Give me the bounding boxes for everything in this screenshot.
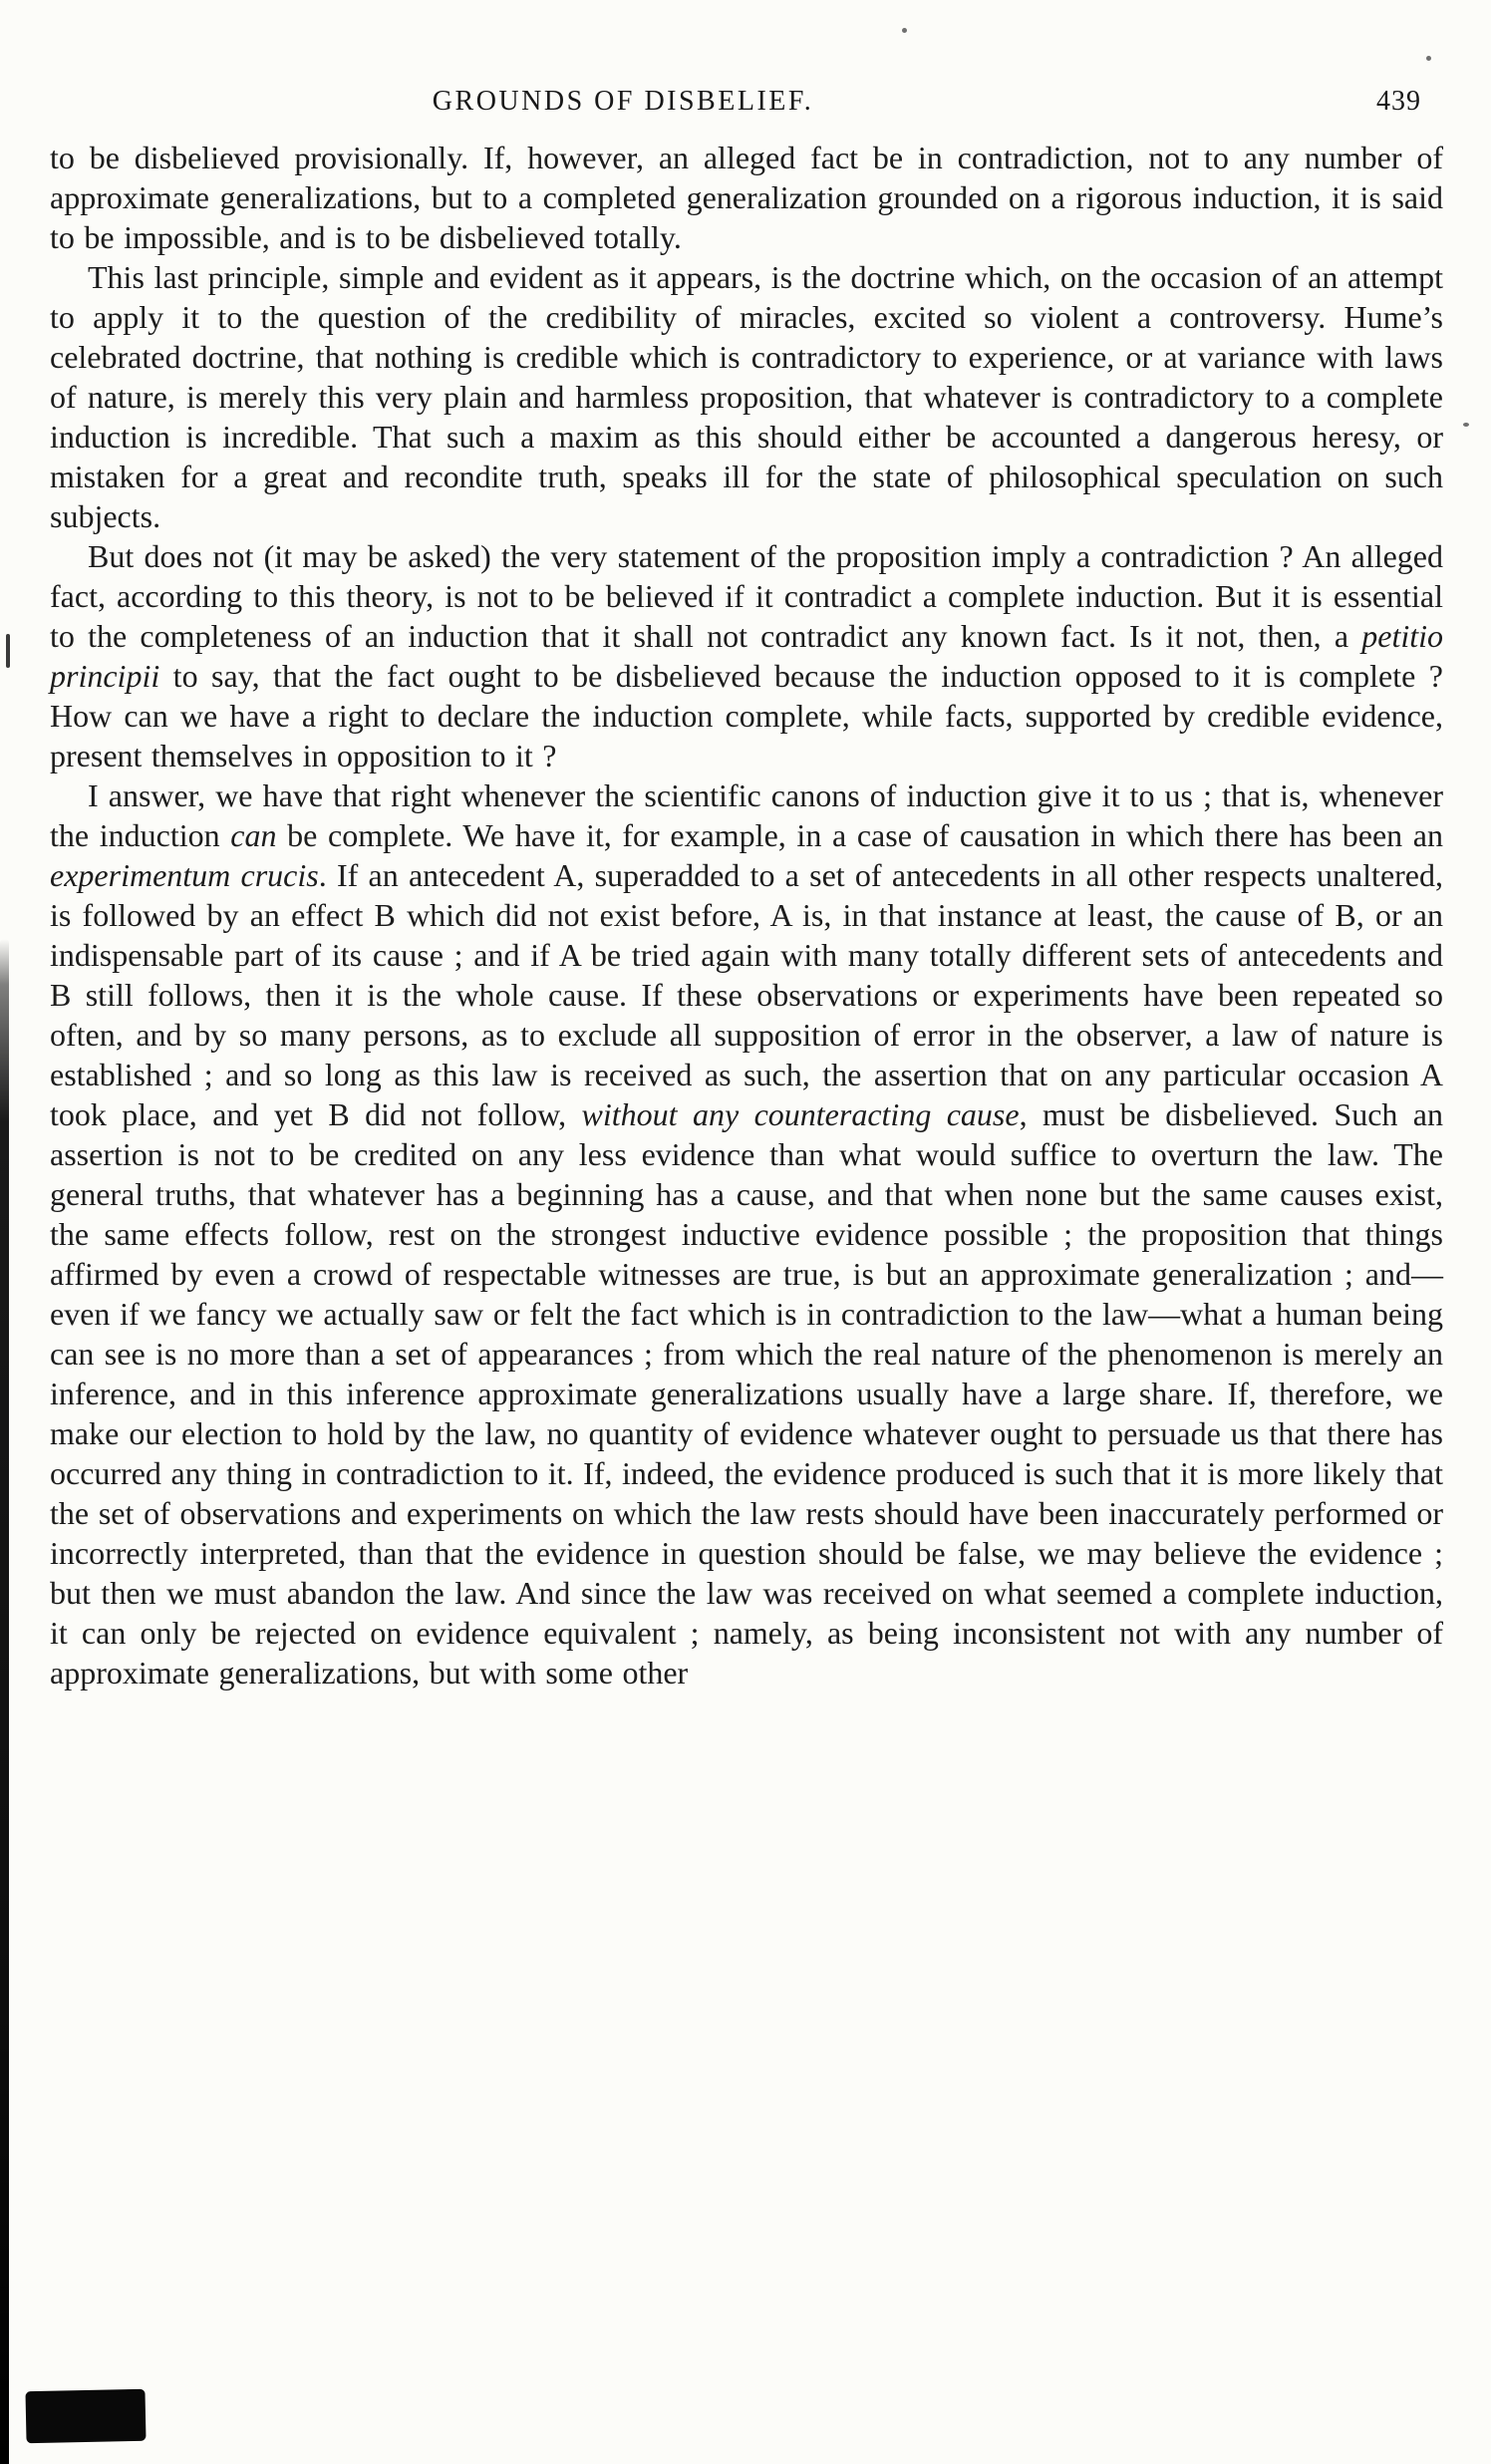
text-segment: This last principle, simple and evident as it appears, is the doctrine which, on the occasion of an attempt to apply it to the question of the credibility of miracles, excited so violent a controversy. Hume’s celebrated doctrine, that nothing is credible which is contradictory to experience, or at variance with laws of nature, is merely this very plain and harmless proposition, that whatever is contradictory to a complete induction is incredible. That such a maxim as this should either be accounted a dangerous heresy, or mistaken for a great and recondite truth, speaks ill for the state of philosophical speculation on such subjects. [50, 259, 1443, 534]
text-segment: to say, that the fact ought to be disbelieved because the induction opposed to it is complete ? How can we have a right to declare the induction complete, while facts, supported by credible evidence, present themselves in opposition to it ? [50, 658, 1443, 773]
page-number: 439 [1376, 86, 1421, 117]
text-segment: . If an antecedent A, superadded to a set of antecedents in all other respects unaltered, is followed by an effect B which did not exist before, A is, in that instance at least, the cause of B, or an indispensable part of its cause ; and if A be tried again with many totally different sets of antecedents and B still follows, then it is the whole cause. If these observations or experiments have been repeated so often, and by so many persons, as to exclude all supposition of error in the observer, a law of nature is established ; and so long as this law is received as such, the assertion that on any particular occasion A took place, and yet B did not follow, [50, 857, 1444, 1132]
text-segment: to be disbelieved provisionally. If, however, an alleged fact be in contradiction, not to any number of approximate generalizations, but to a completed generalization grounded on a rigorous induction, it is said to be impossible, and is to be disbelieved totally. [50, 140, 1443, 255]
page-title: GROUNDS OF DISBELIEF. [432, 86, 814, 117]
text-segment: , must be disbelieved. Such an assertion is not to be credited on any less evidence than what would suffice to overturn the law. The general truths, that whatever has a beginning has a cause, and that when none but the same causes exist, the same effects follow, rest on the strongest inductive evidence possible ; the proposition that things affirmed by even a crowd of respectable witnesses are true, is but an approximate generalization ; and—even if we fancy we actually saw or felt the fact which is in contradiction to the law—what a human being can see is no more than a set of appearances ; from which the real nature of the phenomenon is merely an inference, and in this inference approximate generalizations usually have a large share. If, therefore, we make our election to hold by the law, no quantity of evidence whatever ought to persuade us that there has occurred any thing in contradiction to it. If, indeed, the evidence produced is such that it is more likely that the set of observations and experiments on which the law rests should have been inaccurately performed or incorrectly interpreted, than that the evidence in question should be false, we may believe the evidence ; but then we must abandon the law. And since the law was received on what seemed a complete induction, it can only be rejected on evidence equivalent ; namely, as being inconsistent not with any number of approximate generalizations, but with some other [50, 1096, 1444, 1691]
paragraph [50, 138, 1443, 257]
scan-speck [1426, 56, 1431, 61]
paragraph [50, 775, 1443, 1693]
page-body [50, 138, 1443, 1693]
scan-streak-left-edge [0, 939, 9, 2464]
scan-speck [902, 28, 907, 33]
paragraph [50, 257, 1443, 536]
italic-phrase: petitio principii [50, 618, 1443, 694]
italic-phrase: without any counteracting cause [581, 1096, 1020, 1132]
italic-phrase: experimentum crucis [50, 857, 319, 893]
scan-blotch-bottom-left [25, 2389, 146, 2444]
text-segment: But does not (it may be asked) the very statement of the proposition imply a contradiction ? An alleged fact, according to this theory, is not to be believed if it contradict a complete induction. But it is essential to the completeness of an induction that it shall not contradict any known fact. Is it not, then, a [50, 538, 1443, 654]
paragraph [50, 536, 1443, 775]
text-segment: be complete. We have it, for example, in a case of causation in which there has been an [276, 817, 1444, 853]
text-segment: I answer, we have that right whenever the scientific canons of induction give it to us ; that is, whenever the induction [50, 777, 1443, 853]
scan-tick-left-margin [6, 634, 10, 668]
italic-phrase: can [230, 817, 277, 853]
running-head [50, 86, 1443, 126]
scan-speck [1463, 423, 1469, 427]
